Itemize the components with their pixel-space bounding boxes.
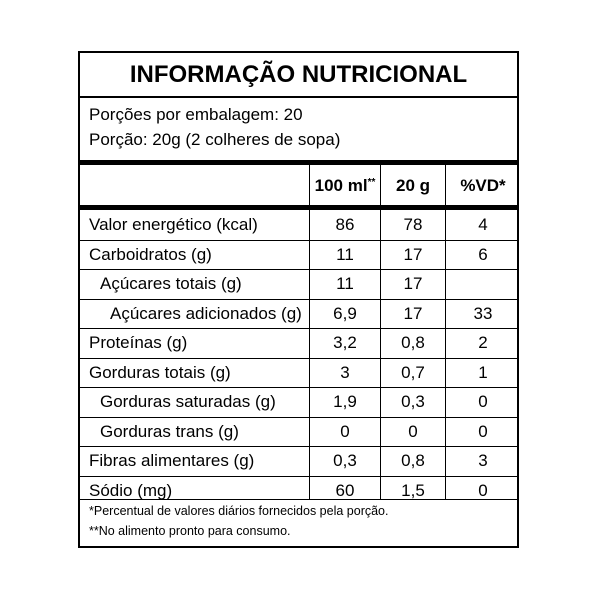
row-value-20g: 1,5 — [401, 480, 425, 500]
row-value-20g: 0,3 — [401, 392, 425, 411]
nutrition-facts-panel — [78, 51, 519, 548]
row-value-100ml: 1,9 — [333, 392, 357, 411]
row-value-100ml: 0,3 — [333, 451, 357, 470]
row-value-100ml: 60 — [335, 480, 355, 500]
row-label: Açúcares adicionados (g) — [110, 303, 302, 323]
row-divider — [80, 446, 517, 447]
row-value-20g: 0,8 — [401, 333, 425, 352]
row-value-vd: 33 — [473, 303, 493, 323]
row-value-vd: 0 — [478, 480, 488, 500]
row-label: Valor energético (kcal) — [89, 215, 258, 234]
column-header-100ml: 100 ml** — [314, 176, 376, 195]
header-thick-divider — [80, 160, 517, 165]
row-label: Gorduras saturadas (g) — [100, 392, 276, 411]
table-thick-divider — [80, 205, 517, 210]
row-value-20g: 0,8 — [401, 451, 425, 470]
row-value-20g: 17 — [403, 244, 423, 264]
row-value-vd: 0 — [478, 392, 488, 411]
row-label: Fibras alimentares (g) — [89, 451, 255, 470]
row-label: Proteínas (g) — [89, 333, 188, 352]
row-value-20g: 0 — [408, 421, 418, 441]
row-label: Carboidratos (g) — [89, 244, 212, 264]
row-value-vd: 1 — [478, 362, 488, 382]
row-value-vd: 2 — [478, 333, 488, 352]
row-divider — [80, 269, 517, 270]
row-label: Sódio (mg) — [89, 480, 173, 500]
row-value-100ml: 3 — [340, 362, 350, 382]
row-value-20g: 17 — [403, 303, 423, 323]
panel-title: INFORMAÇÃO NUTRICIONAL — [129, 61, 468, 88]
table-bottom-divider — [80, 499, 517, 500]
footnote-vd: *Percentual de valores diários fornecidos pela porção. — [89, 504, 389, 518]
row-value-100ml: 11 — [336, 244, 354, 264]
row-value-100ml: 86 — [335, 215, 355, 234]
row-value-100ml: 6,9 — [333, 303, 357, 323]
row-label: Gorduras trans (g) — [100, 421, 239, 441]
row-value-vd: 4 — [478, 215, 488, 234]
row-value-20g: 0,7 — [401, 362, 425, 382]
row-value-100ml: 3,2 — [333, 333, 357, 352]
row-value-100ml: 0 — [340, 421, 350, 441]
row-label: Gorduras totais (g) — [89, 362, 231, 382]
row-value-100ml: 11 — [336, 274, 354, 293]
row-divider — [80, 358, 517, 359]
row-value-20g: 78 — [403, 215, 423, 234]
row-divider — [80, 476, 517, 477]
row-value-vd: 3 — [478, 451, 488, 470]
column-header-20g: 20 g — [395, 176, 431, 195]
column-divider-1 — [309, 165, 310, 500]
row-divider — [80, 387, 517, 388]
title-divider — [80, 96, 517, 98]
column-divider-2 — [380, 165, 381, 500]
row-divider — [80, 240, 517, 241]
row-value-20g: 17 — [403, 274, 423, 293]
column-header-vd: %VD* — [460, 176, 506, 195]
row-divider — [80, 299, 517, 300]
servings-per-package: Porções por embalagem: 20 — [89, 105, 303, 124]
row-value-vd: 0 — [478, 421, 488, 441]
column-divider-3 — [445, 165, 446, 500]
serving-size: Porção: 20g (2 colheres de sopa) — [89, 130, 341, 149]
footnote-ready: **No alimento pronto para consumo. — [89, 524, 291, 538]
row-divider — [80, 328, 517, 329]
row-value-vd: 6 — [478, 244, 488, 264]
row-divider — [80, 417, 517, 418]
row-label: Açúcares totais (g) — [100, 274, 242, 293]
